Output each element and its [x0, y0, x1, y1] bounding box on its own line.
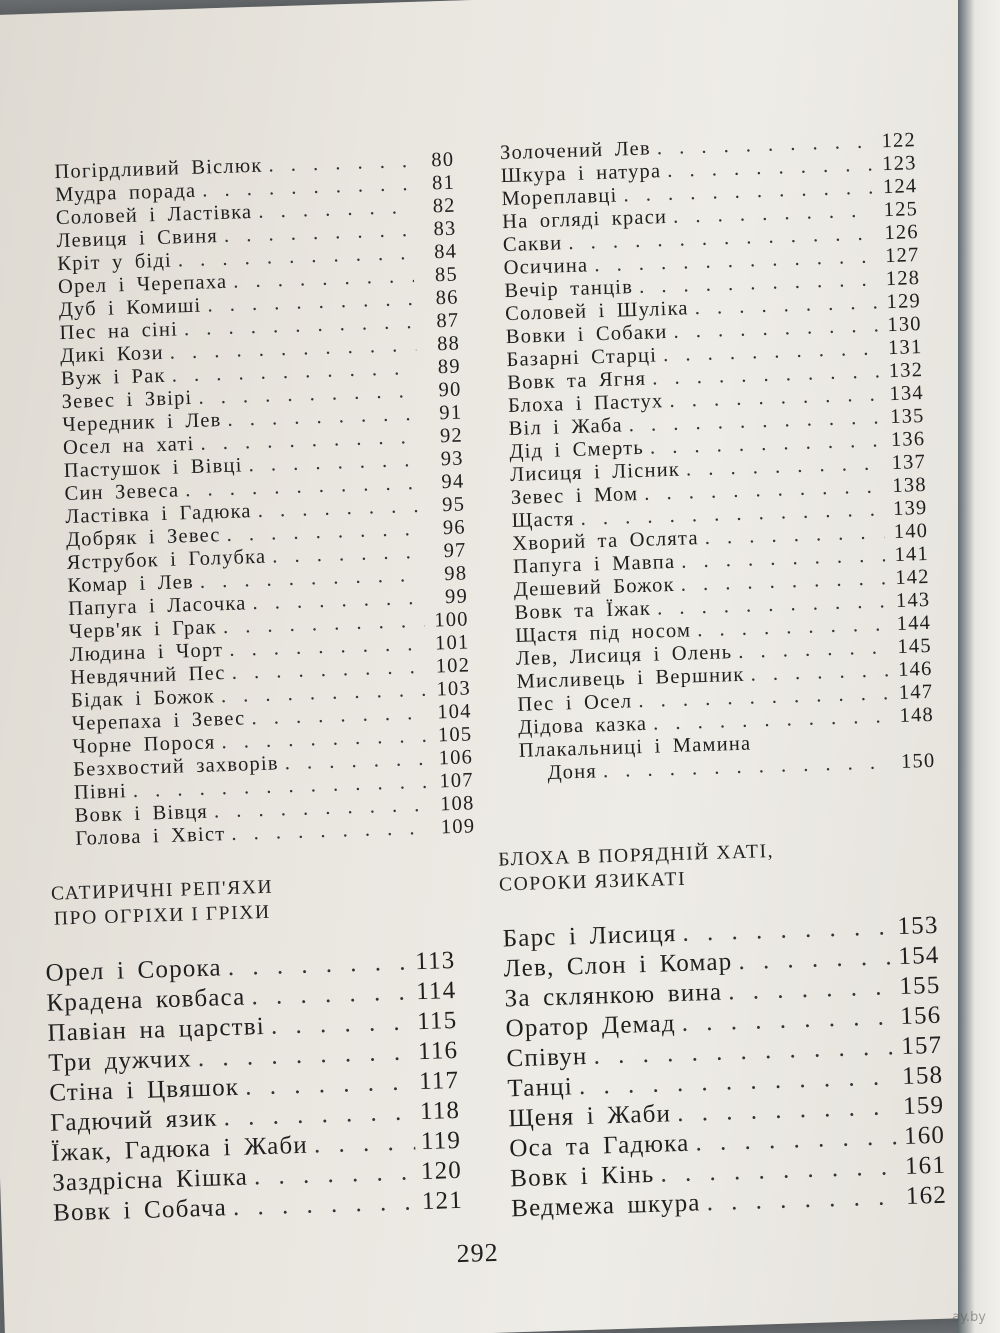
toc-entry-title: Лев, Лисиця і Олень	[515, 641, 733, 670]
toc-entry-title: Пес і Осел	[517, 690, 633, 716]
toc-entry-title: Мудра порада	[54, 179, 197, 207]
toc-entry-title: Їжак, Гадюка і Жаби	[50, 1131, 309, 1167]
toc-entry-page: 106	[438, 746, 474, 770]
toc-entry-page: 104	[436, 700, 472, 724]
toc-entry-title: Дешевий Божок	[513, 573, 676, 601]
toc-entry-title: Ведмежа шкура	[510, 1189, 702, 1223]
section-heading-right	[498, 834, 939, 898]
toc-entry-title: Зевес і Мом	[510, 483, 639, 510]
toc-entry-title: Щастя під носом	[514, 619, 692, 647]
section-list-left	[45, 946, 463, 1229]
toc-entry-page: 118	[419, 1096, 461, 1126]
toc-entry-title: Щеня і Жаби	[507, 1100, 672, 1133]
toc-entry-page: 154	[897, 941, 940, 971]
toc-entry-page: 157	[900, 1031, 943, 1061]
toc-entry-page: 98	[444, 562, 468, 586]
toc-entry-page: 90	[438, 378, 462, 402]
toc-entry-title: Зевес і Звірі	[61, 386, 193, 414]
leader-dots	[231, 817, 432, 846]
toc-entry-title: Заздрісна Кішка	[51, 1163, 249, 1197]
toc-entry-page: 82	[432, 194, 457, 218]
toc-entry-title: Орел і Черепаха	[57, 270, 228, 299]
toc-entry-title: Вуж і Рак	[60, 364, 167, 391]
toc-left-column	[54, 149, 475, 851]
toc-entry-title: Блоха і Пастух	[507, 390, 664, 418]
toc-entry-page: 156	[899, 1001, 942, 1031]
toc-entry-title: Мореплавці	[501, 184, 618, 211]
toc-entry-title: Оса та Гадюка	[508, 1129, 690, 1163]
toc-entry-page: 153	[897, 911, 939, 941]
toc-entry-title: Орел і Сорока	[45, 954, 223, 987]
toc-entry-title: Невдячний Пес	[69, 662, 227, 689]
toc-entry-title: Осел на хаті	[62, 432, 195, 460]
facing-page-edge	[958, 0, 1000, 1333]
section-heading-line: БЛОХА В ПОРЯДНІЙ ХАТІ,	[497, 840, 775, 871]
toc-entry-page: 131	[887, 336, 923, 360]
toc-entry-title: Крадена ковбаса	[46, 983, 246, 1017]
toc-entry-title: Три дужчих	[48, 1045, 193, 1077]
toc-entry-page: 139	[892, 496, 928, 521]
toc-entry-page: 155	[898, 971, 941, 1001]
toc-entry-page: 130	[886, 313, 922, 337]
toc-entry-page: 127	[884, 244, 920, 268]
toc-entry-page: 83	[433, 217, 457, 241]
toc-entry-title: Голова і Хвіст	[75, 823, 226, 850]
toc-entry-page: 140	[893, 519, 929, 543]
toc-entry-page: 135	[889, 404, 925, 429]
toc-list-left	[54, 149, 475, 851]
toc-entry-page: 101	[434, 631, 470, 655]
toc-entry-title: Комар і Лев	[67, 571, 195, 597]
toc-entry-title: Пастушок і Вівці	[63, 454, 243, 483]
toc-list-section-left	[45, 946, 463, 1229]
toc-entry-title: Людина і Чорт	[69, 639, 224, 666]
toc-entry-title: Лисиця і Лісник	[509, 458, 681, 487]
toc-entry-page: 84	[433, 240, 458, 264]
toc-entry-page: 128	[885, 267, 921, 291]
section-heading-line: САТИРИЧНІ РЕП'ЯХИ	[50, 876, 274, 905]
toc-entry-title: Мисливець і Вершник	[516, 663, 745, 693]
toc-entry-title: Півні	[73, 780, 128, 804]
toc-entry-page: 85	[434, 263, 459, 287]
toc-list-section-right	[502, 911, 947, 1225]
toc-entry-title: Вовк і Собача	[52, 1194, 228, 1227]
toc-entry-page: 115	[416, 1006, 458, 1036]
toc-entry-page: 144	[896, 611, 932, 635]
toc-entry-page: 119	[420, 1126, 462, 1156]
toc-entry-title: Чорне Порося	[72, 731, 216, 758]
leader-dots	[313, 1127, 415, 1160]
toc-entry-page: 116	[417, 1036, 459, 1066]
toc-entry-page: 108	[439, 792, 475, 816]
toc-entry-title: Чередник і Лев	[62, 409, 222, 437]
toc-entry-title: Папуга і Мавпа	[512, 550, 676, 578]
toc-entry-title: Вовк та Ягня	[506, 367, 647, 395]
toc-entry-page: 161	[904, 1151, 947, 1180]
toc-list-right	[500, 129, 935, 740]
section-heading-line: СОРОКИ ЯЗИКАТІ	[498, 868, 687, 896]
toc-entry-page: 147	[898, 680, 934, 704]
toc-entry-page: 123	[881, 152, 917, 176]
toc-entry-title: Черв'як і Грак	[68, 616, 218, 643]
toc-entry-page: 80	[431, 148, 455, 172]
toc-entry-page: 137	[891, 450, 927, 475]
toc-entry-title-continuation: Доня	[547, 760, 598, 784]
toc-entry-title: Ластівка і Гадюка	[64, 500, 253, 529]
toc-entry-page: 92	[439, 424, 464, 448]
toc-entry-page: 103	[436, 677, 472, 701]
toc-entry-title: Гадючий язик	[49, 1104, 218, 1137]
toc-entry-page: 134	[889, 381, 925, 406]
toc-entry-title: Дуб і Комиші	[58, 294, 202, 322]
toc-entry-title: Золочений Лев	[499, 137, 652, 165]
leader-dots	[738, 942, 893, 977]
toc-entry-title: На огляді краси	[501, 205, 668, 234]
leader-dots	[270, 1007, 411, 1041]
toc-entry-title: Безхвостий захворів	[72, 752, 280, 781]
toc-entry-page: 99	[444, 585, 469, 609]
toc-entry-title: Вовки і Собаки	[505, 321, 668, 349]
toc-entry-page: 141	[894, 542, 930, 566]
toc-entry-page: 129	[886, 290, 922, 314]
leader-dots	[706, 1182, 900, 1218]
toc-entry-title: Син Зевеса	[64, 479, 180, 506]
page-number: 292	[456, 1237, 500, 1269]
toc-entry-page: 121	[421, 1186, 464, 1216]
toc-entry-title: Погірдливий Віслюк	[54, 154, 263, 184]
toc-entry-title: Добряк і Зевес	[65, 524, 221, 552]
toc-entry-page: 124	[882, 175, 918, 199]
toc-entry-title: Оратор Демад	[505, 1010, 677, 1043]
toc-entry-page: 142	[894, 565, 930, 589]
toc-entry-page: 120	[420, 1156, 463, 1186]
toc-entry-page: 122	[881, 129, 917, 153]
toc-entry-page: 94	[441, 470, 465, 494]
toc-entry-page: 95	[441, 493, 466, 517]
toc-entry-page: 86	[435, 286, 459, 310]
toc-entry-title: Шкура і натура	[500, 160, 662, 188]
toc-entry-title: Плакальниці і Мамина	[518, 732, 752, 762]
toc-entry-title: Павіан на царстві	[47, 1013, 266, 1047]
toc-entry-page: 97	[443, 539, 467, 563]
toc-entry-title: Дикі Кози	[59, 341, 165, 368]
toc-entry-title: Вечір танців	[504, 276, 634, 303]
toc-entry-page: 148	[899, 703, 935, 727]
toc-entry-page: 109	[440, 815, 476, 839]
leader-dots	[232, 1187, 416, 1223]
toc-entry-title: Лев, Слон і Комар	[503, 948, 733, 983]
toc-entry-title: Вовк і Кінь	[509, 1160, 655, 1193]
toc-entry-title: Соловей і Ластівка	[55, 200, 253, 230]
toc-entry-page: 150	[900, 749, 936, 773]
toc-entry-title: Черепаха і Зевес	[71, 707, 246, 735]
section-heading-line: ПРО ОГРІХИ І ГРІХИ	[53, 901, 271, 930]
toc-entry-page: 132	[888, 359, 924, 383]
toc-entry-title: Дідова казка	[517, 712, 648, 739]
toc-entry-title: Співун	[506, 1042, 588, 1073]
toc-entry-title: Осичина	[503, 254, 589, 280]
toc-entry-page: 126	[884, 221, 920, 245]
toc-entry-page: 105	[437, 723, 473, 747]
toc-entry-page: 102	[435, 654, 471, 678]
toc-entry-page: 96	[442, 516, 467, 540]
toc-entry-page: 88	[436, 332, 461, 356]
toc-entry-title: Яструбок і Голубка	[66, 545, 267, 574]
toc-entry-title: Дід і Смерть	[509, 436, 645, 464]
toc-entry-page: 107	[439, 769, 475, 793]
toc-entry-page: 81	[431, 171, 456, 195]
toc-entry-title: Кріт у біді	[56, 249, 173, 276]
toc-entry-title: Вовк і Вівця	[74, 800, 209, 827]
toc-entry-page: 117	[418, 1066, 460, 1096]
toc-entry-page: 160	[903, 1121, 946, 1150]
toc-entry-title: Барс і Лисиця	[502, 920, 677, 953]
toc-entry-title: Папуга і Ласочка	[67, 592, 247, 620]
toc-entry-page: 146	[897, 657, 933, 681]
watermark: ay.by	[952, 1310, 986, 1325]
section-heading-left	[51, 869, 452, 932]
section-list-right	[502, 911, 947, 1225]
toc-entry-page: 100	[434, 608, 470, 632]
toc-entry-title: Вовк та Їжак	[514, 597, 652, 624]
toc-entry-title: Пес на сіні	[59, 318, 179, 345]
toc-entry-page: 138	[892, 473, 928, 498]
toc-entry-title: Бідак і Божок	[70, 685, 216, 712]
toc-entry-title: Соловей і Шуліка	[504, 297, 690, 326]
toc-entry-title: Щастя	[511, 508, 575, 532]
toc-entry-page: 162	[905, 1181, 948, 1210]
toc-entry-page: 136	[890, 427, 926, 452]
toc-entry-title: Сакви	[502, 232, 563, 257]
toc-entry-page: 87	[436, 309, 460, 333]
toc-entry-page: 114	[415, 976, 457, 1006]
toc-entry-title: Танці	[507, 1073, 574, 1103]
toc-entry-title: Віл і Жаба	[508, 414, 624, 441]
toc-entry-title: Левиця і Свиня	[56, 225, 219, 253]
toc-right-column	[500, 129, 936, 786]
toc-entry-title: За склянкою вина	[504, 978, 723, 1013]
toc-entry-page: 125	[883, 198, 919, 222]
toc-entry-page: 158	[901, 1061, 944, 1091]
toc-entry-title: Стіна і Цвяшок	[48, 1073, 240, 1107]
toc-entry-page: 143	[895, 588, 931, 612]
toc-entry-page: 91	[438, 401, 463, 425]
toc-entry-page: 93	[440, 447, 464, 471]
toc-entry-title: Хворий та Ослята	[512, 527, 700, 555]
toc-entry-page: 145	[897, 634, 933, 658]
toc-entry-page: 113	[414, 946, 456, 976]
toc-entry-title: Базарні Старці	[506, 344, 658, 372]
toc-entry-page: 89	[437, 355, 462, 379]
toc-entry-page: 159	[902, 1091, 945, 1120]
